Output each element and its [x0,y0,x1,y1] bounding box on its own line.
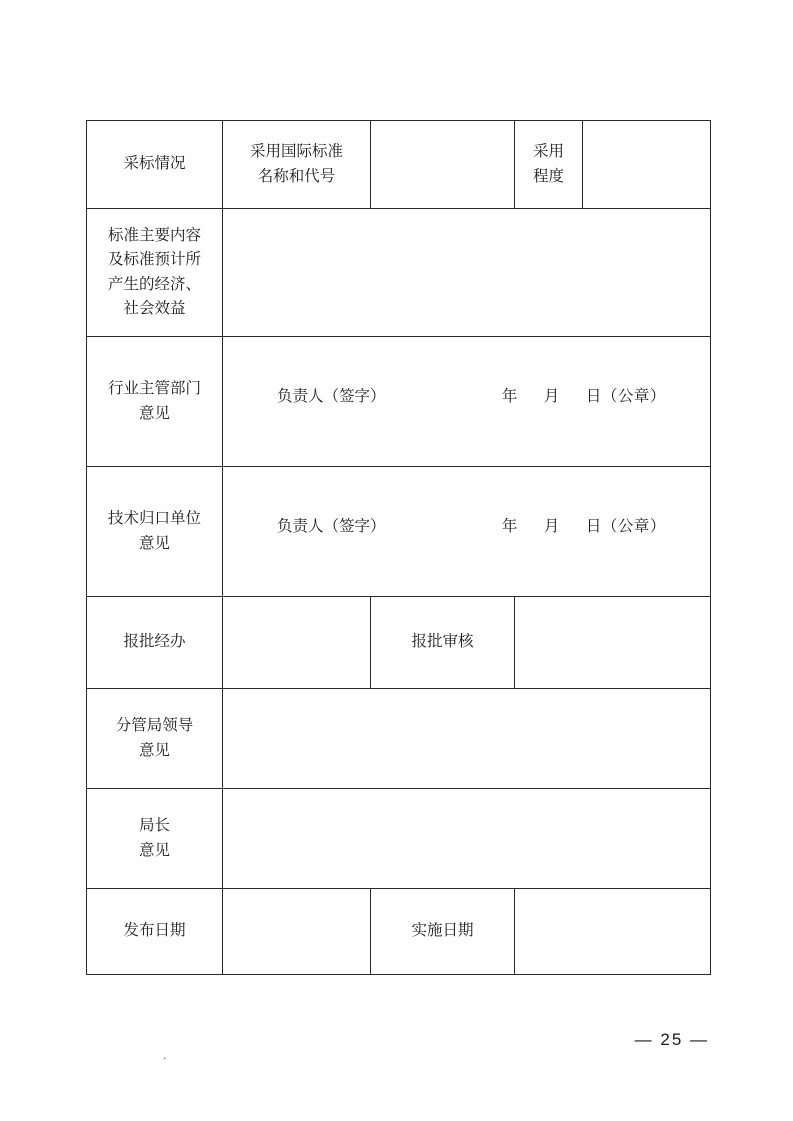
industry-authority-line1: 行业主管部门 [107,380,201,398]
label-technical-unit-opinion [87,467,223,597]
table-row [87,337,711,467]
table-row [87,209,711,337]
table-row [87,789,711,889]
signature-person-label: 负责人（签字） [277,388,386,406]
page-number: — 25 — [634,1030,709,1049]
blank-approval-review-value[interactable] [515,597,711,689]
standard-content-line2: 及标准预计所 [107,251,201,269]
signature-date-label: 年 月 日（公章） [501,518,666,536]
director-line2: 意见 [138,841,170,859]
label-international-standard [223,121,371,209]
label-deputy-director-opinion [87,689,223,789]
label-director-opinion [87,789,223,889]
approval-handling-text: 报批经办 [123,633,186,651]
margin-dot-mark: . [163,1048,167,1062]
standard-content-line1: 标准主要内容 [107,227,201,245]
technical-unit-line1: 技术归口单位 [107,510,201,528]
blank-release-date-value[interactable] [223,889,371,975]
label-adoption-degree [515,121,583,209]
blank-adoption-degree-value[interactable] [583,121,711,209]
standard-content-line3: 产生的经济、 [107,275,201,293]
blank-deputy-director-value[interactable] [223,689,711,789]
blank-director-value[interactable] [223,789,711,889]
label-release-date [87,889,223,975]
table-row [87,467,711,597]
label-industry-authority-opinion [87,337,223,467]
approval-review-text: 报批审核 [411,633,474,651]
adoption-status-text: 采标情况 [123,155,186,173]
label-adoption-status [87,121,223,209]
implementation-date-text: 实施日期 [411,922,474,940]
standard-approval-form-table [86,120,711,975]
signature-row [223,385,710,417]
adoption-degree-line2: 程度 [532,167,564,185]
table-row [87,889,711,975]
deputy-director-line2: 意见 [138,741,170,759]
blank-standard-content-value[interactable] [223,209,711,337]
signature-date-label: 年 月 日（公章） [501,388,666,406]
label-approval-handling [87,597,223,689]
signature-industry-authority[interactable] [223,337,711,467]
international-standard-line1: 采用国际标准 [249,143,343,161]
international-standard-line2: 名称和代号 [257,167,336,185]
signature-technical-unit[interactable] [223,467,711,597]
industry-authority-line2: 意见 [138,404,170,422]
technical-unit-line2: 意见 [138,534,170,552]
table-row [87,689,711,789]
deputy-director-line1: 分管局领导 [115,717,194,735]
label-standard-content [87,209,223,337]
table-row [87,121,711,209]
label-approval-review [371,597,515,689]
label-implementation-date [371,889,515,975]
table-row [87,597,711,689]
blank-international-standard-value[interactable] [371,121,515,209]
standard-content-line4: 社会效益 [123,299,186,317]
release-date-text: 发布日期 [123,922,186,940]
director-line1: 局长 [138,817,170,835]
blank-approval-handling-value[interactable] [223,597,371,689]
signature-row [223,515,710,547]
signature-person-label: 负责人（签字） [277,518,386,536]
adoption-degree-line1: 采用 [532,143,564,161]
blank-implementation-date-value[interactable] [515,889,711,975]
